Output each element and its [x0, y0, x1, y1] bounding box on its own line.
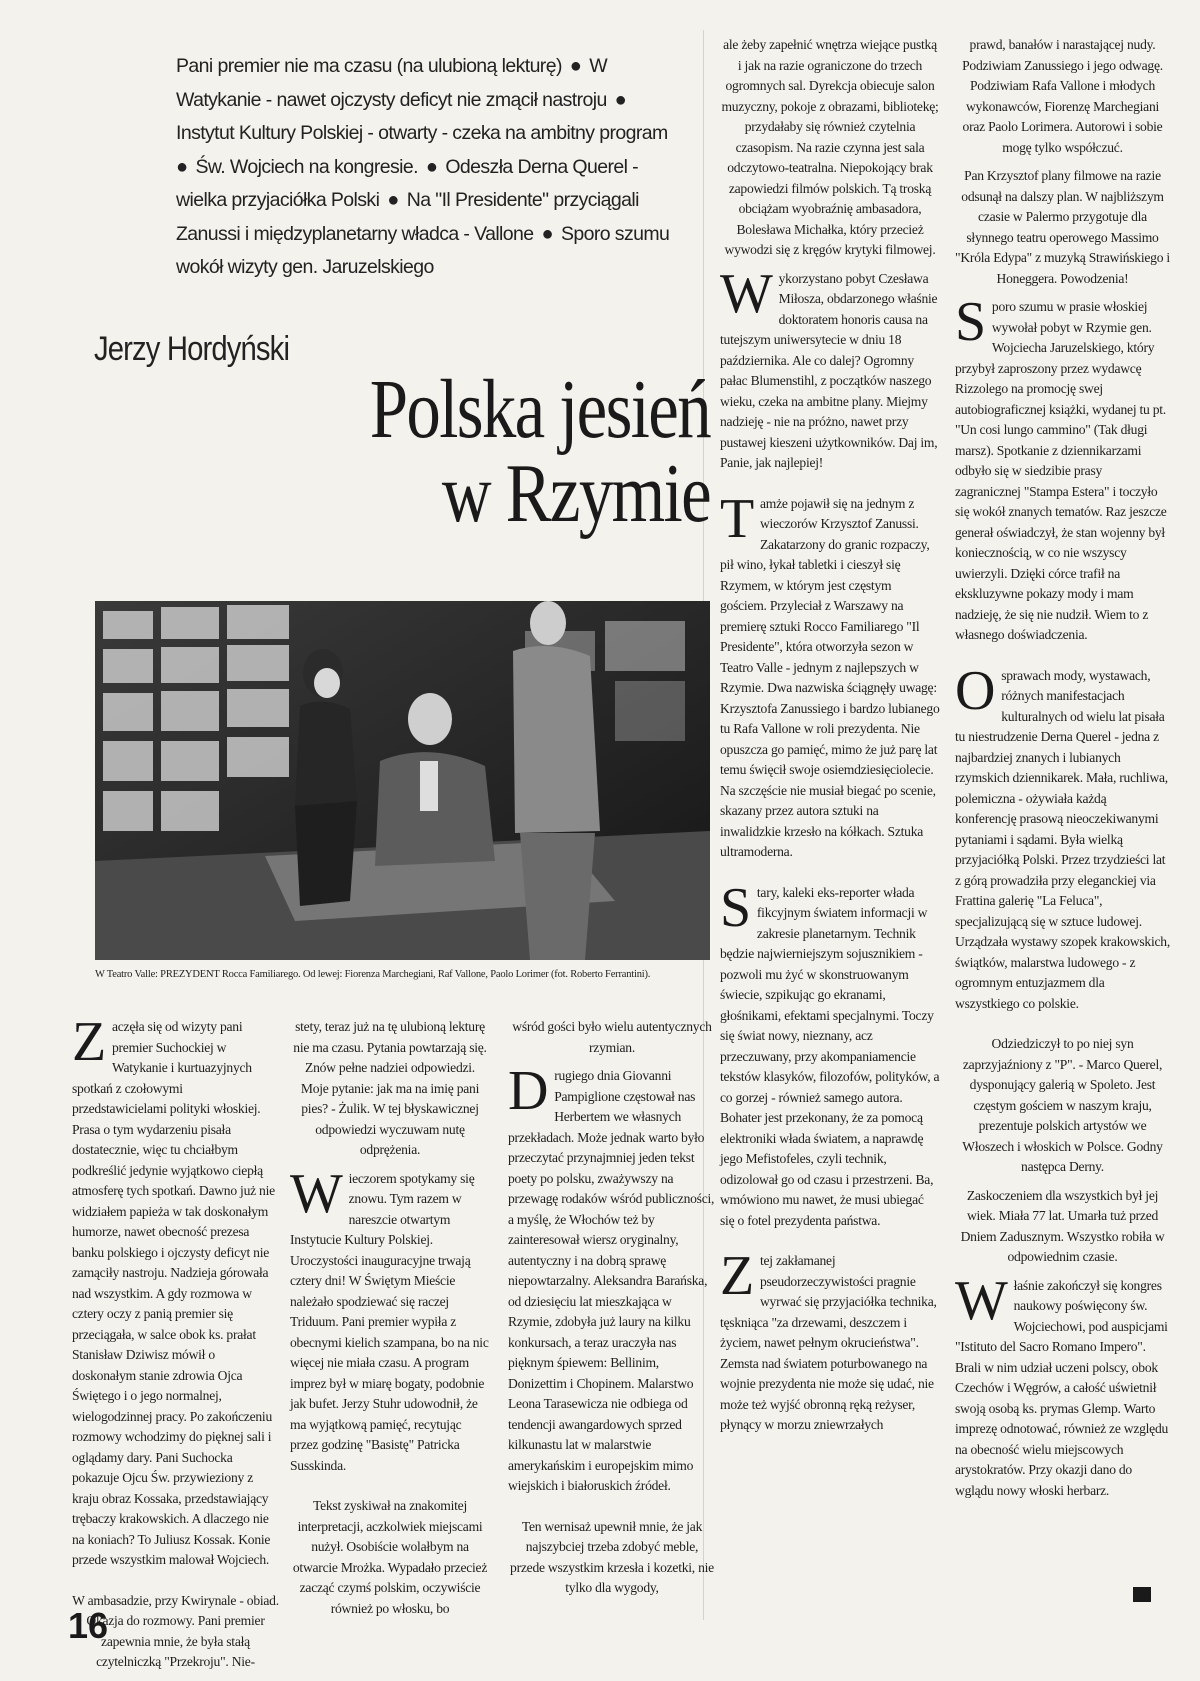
article-paragraph	[955, 291, 1170, 646]
theatre-photo	[95, 601, 710, 960]
paragraph-text: łaśnie zakończył się kongres naukowy poświęcony św. Wojciechowi, pod auspicjami "Istituto del Sacro Romano Impero". Brali w nim udział uczeni polscy, obok Czechów i Węgrów, a całość uświetnił swoją osobą ks. prymas Glemp. Warto imprezę odnotować, również ze względu na obecność wielu miejscowych arystokratów. Przy okazji dano do wglądu nowy włoski herbarz.	[955, 1277, 1169, 1498]
column-2	[290, 1017, 490, 1627]
lead-item: Instytut Kultury Polskiej - otwarty - czeka na ambitny program	[176, 122, 668, 144]
paragraph-text: rugiego dnia Giovanni Pampiglione częstował nas Herbertem we własnych przekładach. Może jednak warto było przeczytać przynajmniej jeden tekst poety po polsku, zważywszy na przewagę rodaków wśród publiczności, a myślę, że Włochów też by zainteresował wiersz oryginalny, autentyczny i na dobrą sprawę niepowtarzalny. Aleksandra Barańska, od dziesięciu lat mieszkająca w Rzymie, zdobyła już laury na kilku konkursach, a teraz uraczyła nas pięknym śpiewem: Bellinim, Donizettim i Chopinem. Malarstwo Leona Tarasewicza nie odbiega od tendencji awangardowych sprzed kilkunastu lat w malarstwie amerykańskim i europejskim mimo wiejskich i białoruskich źródeł.	[508, 1068, 715, 1493]
paragraph-text: aczęła się od wizyty pani premier Suchockiej w Watykanie i kurtuazyjnych spotkań z czołowymi przedstawicielami polityki włoskiej. Prasa o tym wydarzeniu pisała dostatecznie, więc tu chciałbym podkreślić jedynie wyjątkowo ciepłą atmosferę tych spotkań. Dawno już nie widziałem papieża w tak doskonałym humorze, nawet obecność prezesa banku polskiego i ojczysty deficyt nie zamąciły nastroju. Nadzieja górowała nad wszystkim. A gdy rozmowa w cztery oczy z panią premier się przeciągała, w salce obok ks. prałat Stanisław Dziwisz mówił o doskonałym stanie zdrowia Ojca Świętego i o jego normalnej, wielogodzinnej pracy. Po zakończeniu rozmowy wchodzimy do pięknej sali i oglądamy dary. Pani Suchocka pokazuje Ojcu Św. przywieziony z kraju obraz Kossaka, przedstawiający trębaczy krakowskich. A dlaczego nie na koniach? To Juliusz Kossak. Konie przede wszystkim malował Wojciech.	[72, 1019, 275, 1567]
article-paragraph	[508, 1060, 716, 1497]
column-3	[508, 1017, 716, 1607]
drop-cap: O	[955, 659, 996, 722]
photo-illustration	[95, 601, 710, 960]
lead-item: Św. Wojciech na kongresie.	[195, 155, 418, 178]
paragraph-text: prawd, banałów i narastającej nudy. Podziwiam Zanussiego i jego odwagę. Podziwiam Rafa Vallone i młodych wykonawców, Fiorenzę Marchegiani oraz Paolo Lorimera. Autorowi i sobie mogę tylko współczuć.	[962, 37, 1163, 155]
bullet-icon: ●	[176, 155, 193, 178]
article-paragraph	[290, 1162, 490, 1477]
title-line-1: Polska jesień	[369, 363, 710, 456]
bullet-icon: ●	[609, 88, 627, 111]
article-paragraph	[720, 35, 940, 261]
paragraph-text: amże pojawił się na jednym z wieczorów Krzysztof Zanussi. Zakatarzony do granic rozpaczy, pił wino, łykał tabletki i cieszył się Rzymem, w którym jest częstym gościem. Przyleciał z Warszawy na premierę sztuki Rocco Familiarego "Il Presidente", która otworzyła sezon w Teatro Valle - jednym z najlepszych w Rzymie. Dwa nazwiska ściągnęły uwagę: Krzysztofa Zanussiego i bardzo lubianego tu Rafa Vallone w roli prezydenta. Nie opuszcza go pamięć, mimo że już parę lat temu święcił swoje osiemdziesięciolecie. Na szczęście nie musiał biegać po scenie, skazany przez autora sztuki na inwalidzkie krzesło na kółkach. Sztuka ultramoderna.	[720, 495, 940, 859]
title-line-2: w Rzymie	[441, 447, 710, 540]
article-paragraph	[720, 487, 940, 863]
article-paragraph	[955, 166, 1170, 289]
drop-cap: D	[508, 1060, 549, 1122]
paragraph-text: Pan Krzysztof plany filmowe na razie odsunął na dalszy plan. W najbliższym czasie w Palermo przygotuje dla słynnego teatru operowego Massimo "Króla Edypa" z muzyką Strawińskiego i Honeggera. Powodzenia!	[955, 168, 1170, 286]
drop-cap: Z	[720, 1245, 754, 1307]
author-name: Jerzy Hordyński	[94, 330, 290, 368]
column-5	[955, 35, 1170, 1521]
paragraph-text: W ambasadzie, przy Kwirynale - obiad. Okazja do rozmowy. Pani premier zapewnia mnie, że była stałą czytelniczką "Przekroju". Nie-	[72, 1592, 279, 1669]
lead-item: Odeszła Derna Querel - wielka przyjaciółka Polski	[176, 155, 639, 211]
lead-item: Pani premier nie ma czasu (na ulubioną lekturę)	[176, 55, 562, 77]
paragraph-text: Ten wernisaż upewnił mnie, że jak najszybciej trzeba zdobyć meble, przede wszystkim krzesła i kozetki, nie tylko dla wygody,	[510, 1518, 714, 1595]
article-paragraph	[508, 1517, 716, 1599]
photo-caption: W Teatro Valle: PREZYDENT Rocca Familiarego. Od lewej: Fiorenza Marchegiani, Raf Vallone, Paolo Lorimer (fot. Roberto Ferrantini).	[95, 969, 651, 980]
lead-item: W Watykanie - nawet ojczysty deficyt nie zmącił nastroju	[176, 55, 608, 111]
bullet-icon: ●	[564, 55, 587, 77]
paragraph-text: stety, teraz już na tę ulubioną lekturę nie ma czasu. Pytania powtarzają się. Znów pełne nadziei odpowiedzi. Moje pytanie: jak ma na imię pani pies? - Żulik. W tej błyskawicznej odpowiedzi wyczuwam nutę odprężenia.	[293, 1019, 487, 1157]
paragraph-text: ykorzystano pobyt Czesława Miłosza, obdarzonego właśnie doktoratem honoris causa na tutejszym uniwersytecie w dniu 18 października. Ale co dalej? Ogromny pałac Blumenstihl, z początków naszego wieku, czeka na ambitne plany. Miejmy nadzieję - nie na próżno, nawet przy pustawej kieszeni użytkowników. Daj im, Panie, jak najlepiej!	[720, 270, 938, 470]
lead-summary	[176, 50, 676, 285]
paragraph-text: wśród gości było wielu autentycznych rzymian.	[512, 1019, 712, 1055]
end-of-article-mark	[1133, 1587, 1151, 1602]
paragraph-text: tej zakłamanej pseudorzeczywistości pragnie wyrwać się przyjaciółka technika, tęskniąca "za drzewami, deszczem i życiem, nawet pełnym okrucieństwa". Zemsta nad światem poturbowanego na wojnie prezydenta nie może się udać, nie może też wyjść obronną ręką reżyser, płynący w morzu zniewrzałych	[720, 1253, 937, 1432]
page-number: 16	[68, 1605, 109, 1646]
article-paragraph	[955, 659, 1170, 1015]
article-paragraph	[720, 262, 940, 474]
article-paragraph	[290, 1017, 490, 1161]
drop-cap: W	[955, 1269, 1008, 1332]
column-4	[720, 35, 940, 1456]
bullet-icon: ●	[536, 222, 558, 245]
article-paragraph	[290, 1496, 490, 1619]
drop-cap: W	[290, 1162, 343, 1225]
drop-cap: Z	[72, 1011, 106, 1073]
column-1	[72, 1011, 279, 1681]
article-paragraph	[508, 1017, 716, 1058]
paragraph-text: Tekst zyskiwał na znakomitej interpretacji, aczkolwiek miejscami nużył. Osobiście wolałbym na otwarcie Mrożka. Wypadało przecież zacząć czymś polskim, oczywiście również po włosku, bo	[292, 1498, 488, 1616]
article-paragraph	[720, 876, 940, 1232]
article-paragraph	[955, 1186, 1170, 1268]
lead-item: Na "Il Presidente" przyciągali Zanussi i międzyplanetarny władca - Vallone	[176, 189, 639, 245]
paragraph-text: sprawach mody, wystawach, różnych manifestacjach kulturalnych od wielu lat pisała tu niestrudzenie Derna Querel - jedna z najbardziej znanych i lubianych rzymskich dziennikarek. Mała, ruchliwa, polemiczna - ożywiała każdą konferencję prasową nieoczekiwanymi pytaniami i sądami. Była wielką przyjaciółką Polski. Przez trzydzieści lat z górą prowadziła przy eleganckiej via Frattina galerię "La Feluca", specjalizującą się w sztuce ludowej. Urządzała wystawy szopek krakowskich, świątków, malarstwa ludowego - z ogromnym entuzjazmem dla wszystkiego co polskie.	[955, 667, 1170, 1011]
bullet-icon: ●	[382, 189, 404, 211]
paragraph-text: ale żeby zapełnić wnętrza wiejące pustką i jak na razie ograniczone do trzech ogromnych sal. Dyrekcja obiecuje salon muzyczny, pokoje z obrazami, bibliotekę; przydałaby się również czytelnia czasopism. Na razie czynna jest sala odczytowo-teatralna. Niepokojący brak zapowiedzi filmów polskich. Tą troską obciążam wyobraźnię ambasadora, Bolesława Michałka, który przecież wywodzi się z kręgów krytyki filmowej.	[721, 37, 939, 257]
article-paragraph	[955, 1269, 1170, 1502]
bullet-icon: ●	[420, 155, 443, 178]
drop-cap: S	[955, 291, 986, 353]
paragraph-text: tary, kaleki eks-reporter włada fikcyjnym światem informacji w zakresie planetarnym. Technik będzie najwierniejszym sojusznikiem - pozwoli mu żyć w skonstruowanym świecie, szpikując go ekranami, głośnikami, efektami specjalnymi. Toczy się świat nowy, nieznany, acz przeczuwany, przy akompaniamencie tekstów klasyków, filozofów, polityków, a co gorzej - również samego autora. Bohater jest przekonany, że za pomocą elektroniki włada światem, a naprawdę jego Mefistofeles, czyli technik, odizolował go od czasu i przestrzeni. Ba, wmówiono mu nawet, że musi ubiegać się o fotel prezydenta państwa.	[720, 884, 940, 1228]
lead-item: Sporo szumu wokół wizyty gen. Jaruzelskiego	[176, 222, 670, 278]
article-paragraph	[955, 35, 1170, 158]
paragraph-text: Zaskoczeniem dla wszystkich był jej wiek. Miała 77 lat. Umarła tuż przed Dniem Zadusznym. Wszystko robiła w odpowiednim czasie.	[960, 1187, 1165, 1264]
paragraph-text: ieczorem spotykamy się znowu. Tym razem w nareszcie otwartym Instytucie Kultury Polskiej. Uroczystości inauguracyjne trwają cztery dni! W Świętym Mieście należało spodziewać się raczej Triduum. Pani premier wypiła z obecnymi kielich szampana, bo na nic więcej nie miała czasu. A program imprez był w miarę bogaty, podobnie jak bufet. Jerzy Stuhr udowodnił, że ma wyjątkową pamięć, recytując przez godzinę "Basistę" Patricka Susskinda.	[290, 1170, 489, 1473]
article-paragraph	[720, 1245, 940, 1436]
article-paragraph	[955, 1034, 1170, 1178]
drop-cap: T	[720, 487, 754, 550]
drop-cap: W	[720, 262, 773, 325]
drop-cap: S	[720, 876, 751, 939]
article-paragraph	[72, 1011, 279, 1571]
article-title	[349, 363, 710, 540]
paragraph-text: poro szumu w prasie włoskiej wywołał pobyt w Rzymie gen. Wojciecha Jaruzelskiego, który przybył zaproszony przez wydawcę Rizzolego na promocję swej autobiograficznej książki, wydanej tu pt. "Un cosi lungo cammino" (Tak długi marsz). Spotkanie z dziennikarzami odbyło się w siedzibie prasy zagranicznej "Stampa Estera" i toczyło się wokół znanych tematów. Raz jeszcze generał oświadczył, że stan wojenny był koniecznością, w co nie wszyscy uwierzyli. Dzięki córce trafił na ekskluzywne pokazy mody i mam nadzieję, że się nie nudził. Wiem to z własnego doświadczenia.	[955, 299, 1167, 642]
paragraph-text: Odziedziczył to po niej syn zaprzyjaźniony z "P". - Marco Querel, dysponujący galerią w Spoleto. Jest częstym gościem w naszym kraju, prezentuje polskich artystów we Włoszech i włoskich w Polsce. Godny następca Derny.	[962, 1036, 1163, 1174]
